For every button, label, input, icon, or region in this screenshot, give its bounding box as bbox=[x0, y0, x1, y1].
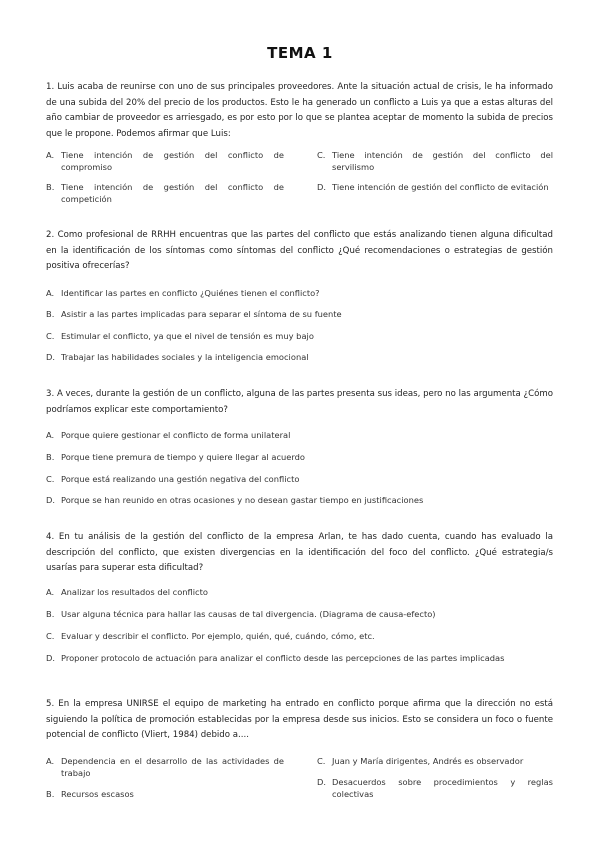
option-text: Porque tiene premura de tiempo y quiere llegar al acuerdo bbox=[61, 452, 305, 462]
option-text: Recursos escasos bbox=[61, 789, 134, 799]
question-3-option-c bbox=[46, 474, 553, 486]
question-4-option-d bbox=[46, 653, 553, 665]
option-text: Tiene intención de gestión del conflicto de compromiso bbox=[61, 150, 284, 172]
question-2-option-c bbox=[46, 331, 553, 343]
option-text: Analizar los resultados del conflicto bbox=[61, 587, 208, 597]
option-letter: D. bbox=[46, 352, 56, 362]
option-text: Desacuerdos sobre procedimientos y reglas colectivas bbox=[332, 777, 553, 799]
option-letter: C. bbox=[317, 756, 326, 766]
option-text: Proponer protocolo de actuación para analizar el conflicto desde las percepciones de las partes implicadas bbox=[61, 653, 505, 663]
option-letter: C. bbox=[317, 150, 326, 160]
option-letter: D. bbox=[46, 495, 56, 505]
option-letter: C. bbox=[46, 631, 55, 641]
question-3-option-d bbox=[46, 495, 553, 507]
option-letter: D. bbox=[317, 182, 327, 192]
option-text: Usar alguna técnica para hallar las causas de tal divergencia. (Diagrama de causa-efecto) bbox=[61, 609, 436, 619]
question-5-option-d bbox=[317, 777, 553, 800]
option-letter: B. bbox=[46, 452, 55, 462]
question-3-option-a bbox=[46, 430, 553, 442]
option-letter: B. bbox=[46, 182, 55, 192]
option-text: Dependencia en el desarrollo de las actividades de trabajo bbox=[61, 756, 284, 778]
question-4-text: 4. En tu análisis de la gestión del conflicto de la empresa Arlan, te has dado cuenta, cuando has evaluado la descripción del conflicto, que existen divergencias en la identificación del foco del conflicto. ¿Qué estrategia/s usarías para superar esta dificultad? bbox=[46, 532, 553, 573]
option-letter: C. bbox=[46, 331, 55, 341]
question-2-option-a bbox=[46, 288, 553, 300]
question-2-text: 2. Como profesional de RRHH encuentras que las partes del conflicto que estás analizando tienen alguna dificultad en la identificación de los síntomas como síntomas del conflicto ¿Qué recomendaciones o estrategias de gestión positiva ofrecerías? bbox=[46, 230, 553, 271]
question-5-text: 5. En la empresa UNIRSE el equipo de marketing ha entrado en conflicto porque afirma que la dirección no está siguiendo la política de promoción establecidas por la empresa desde sus inicios. Esto se considera un foco o fuente potencial de conflicto (Vliert, 1984) debido a.... bbox=[46, 699, 553, 740]
option-letter: C. bbox=[46, 474, 55, 484]
option-text: Estimular el conflicto, ya que el nivel de tensión es muy bajo bbox=[61, 331, 314, 341]
question-1-option-b bbox=[46, 182, 284, 205]
option-letter: D. bbox=[317, 777, 327, 787]
option-letter: A. bbox=[46, 430, 55, 440]
page-title: TEMA 1 bbox=[267, 44, 333, 62]
question-1-option-a bbox=[46, 150, 284, 173]
question-4-option-b bbox=[46, 609, 553, 621]
question-2-option-b bbox=[46, 309, 553, 321]
question-4-option-a bbox=[46, 587, 553, 599]
option-letter: A. bbox=[46, 150, 55, 160]
option-text: Identificar las partes en conflicto ¿Quiénes tienen el conflicto? bbox=[61, 288, 320, 298]
option-letter: A. bbox=[46, 288, 55, 298]
option-letter: B. bbox=[46, 789, 55, 799]
option-text: Asistir a las partes implicadas para separar el síntoma de su fuente bbox=[61, 309, 342, 319]
question-5-option-b bbox=[46, 789, 284, 801]
option-text: Tiene intención de gestión del conflicto del servilismo bbox=[332, 150, 553, 172]
option-text: Tiene intención de gestión del conflicto de evitación bbox=[332, 182, 549, 192]
option-text: Trabajar las habilidades sociales y la inteligencia emocional bbox=[61, 352, 309, 362]
question-1-option-d bbox=[317, 182, 553, 194]
option-letter: B. bbox=[46, 309, 55, 319]
question-4-option-c bbox=[46, 631, 553, 643]
option-text: Porque está realizando una gestión negativa del conflicto bbox=[61, 474, 300, 484]
question-5-option-a bbox=[46, 756, 284, 779]
option-text: Porque quiere gestionar el conflicto de forma unilateral bbox=[61, 430, 291, 440]
option-letter: A. bbox=[46, 587, 55, 597]
option-text: Evaluar y describir el conflicto. Por ejemplo, quién, qué, cuándo, cómo, etc. bbox=[61, 631, 375, 641]
question-1-text: 1. Luis acaba de reunirse con uno de sus principales proveedores. Ante la situación actual de crisis, le ha informado de una subida del 20% del precio de los productos. Esto le ha generado un conflicto a Luis ya que a estas alturas del año cambiar de proveedor es arriesgado, es por esto por lo que se plantea aceptar de momento la subida de precios que le propone. Podemos afirmar que Luis: bbox=[46, 82, 553, 139]
question-1-option-c bbox=[317, 150, 553, 173]
question-5-option-c bbox=[317, 756, 553, 768]
question-3-text: 3. A veces, durante la gestión de un conflicto, alguna de las partes presenta sus ideas, pero no las argumenta ¿Cómo podríamos explicar este comportamiento? bbox=[46, 389, 553, 415]
option-text: Juan y María dirigentes, Andrés es observador bbox=[332, 756, 524, 766]
option-text: Porque se han reunido en otras ocasiones y no desean gastar tiempo en justificaciones bbox=[61, 495, 424, 505]
option-letter: A. bbox=[46, 756, 55, 766]
option-letter: D. bbox=[46, 653, 56, 663]
option-letter: B. bbox=[46, 609, 55, 619]
question-3-option-b bbox=[46, 452, 553, 464]
option-text: Tiene intención de gestión del conflicto de competición bbox=[61, 182, 284, 204]
question-2-option-d bbox=[46, 352, 553, 364]
